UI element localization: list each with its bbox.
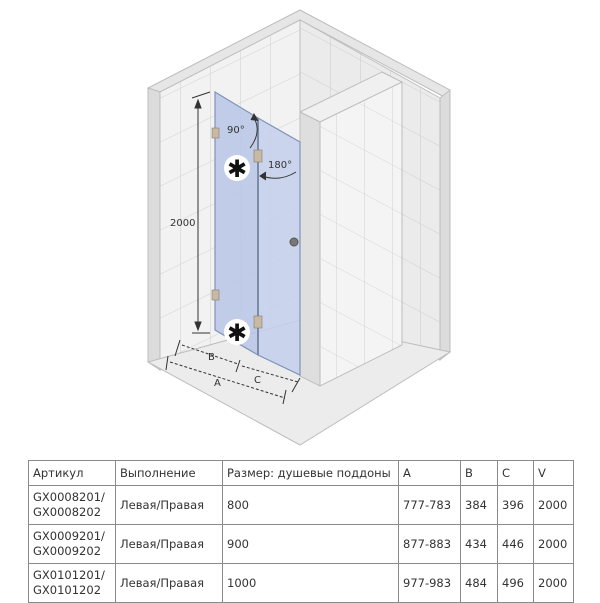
cell-c: 396 [498,486,534,525]
cell-c: 446 [498,525,534,564]
cell-execution: Левая/Правая [116,525,223,564]
cell-execution: Левая/Правая [116,486,223,525]
cell-size: 900 [223,525,399,564]
cell-a: 977-983 [399,564,461,603]
col-header-size: Размер: душевые поддоны [223,461,399,486]
cell-c: 496 [498,564,534,603]
dimensions-table [28,460,574,603]
svg-text:✱: ✱ [226,319,248,347]
cell-article: GX0008201/ GX0008202 [29,486,116,525]
col-header-b: B [461,461,498,486]
table-header-row [29,461,574,486]
angle-90-label: 90° [227,125,245,136]
table-row [29,486,574,525]
table-row [29,525,574,564]
dim-a-label: A [214,378,221,389]
cell-a: 777-783 [399,486,461,525]
dim-c-label: C [254,375,261,386]
cell-article: GX0101201/ GX0101202 [29,564,116,603]
col-header-article: Артикул [29,461,116,486]
cell-v: 2000 [534,564,574,603]
cell-size: 1000 [223,564,399,603]
cell-article: GX0009201/ GX0009202 [29,525,116,564]
table-row [29,564,574,603]
col-header-c: C [498,461,534,486]
cell-execution: Левая/Правая [116,564,223,603]
cell-v: 2000 [534,486,574,525]
col-header-execution: Выполнение [116,461,223,486]
asterisk-marker-top [224,155,250,183]
cell-a: 877-883 [399,525,461,564]
cell-size: 800 [223,486,399,525]
cell-b: 384 [461,486,498,525]
cell-b: 434 [461,525,498,564]
col-header-a: A [399,461,461,486]
col-header-v: V [534,461,574,486]
angle-180-label: 180° [268,160,293,171]
asterisk-marker-bottom [224,319,250,347]
cell-b: 484 [461,564,498,603]
dim-b-label: B [208,352,215,363]
height-label: 2000 [170,218,196,229]
svg-text:✱: ✱ [226,155,248,183]
cell-v: 2000 [534,525,574,564]
